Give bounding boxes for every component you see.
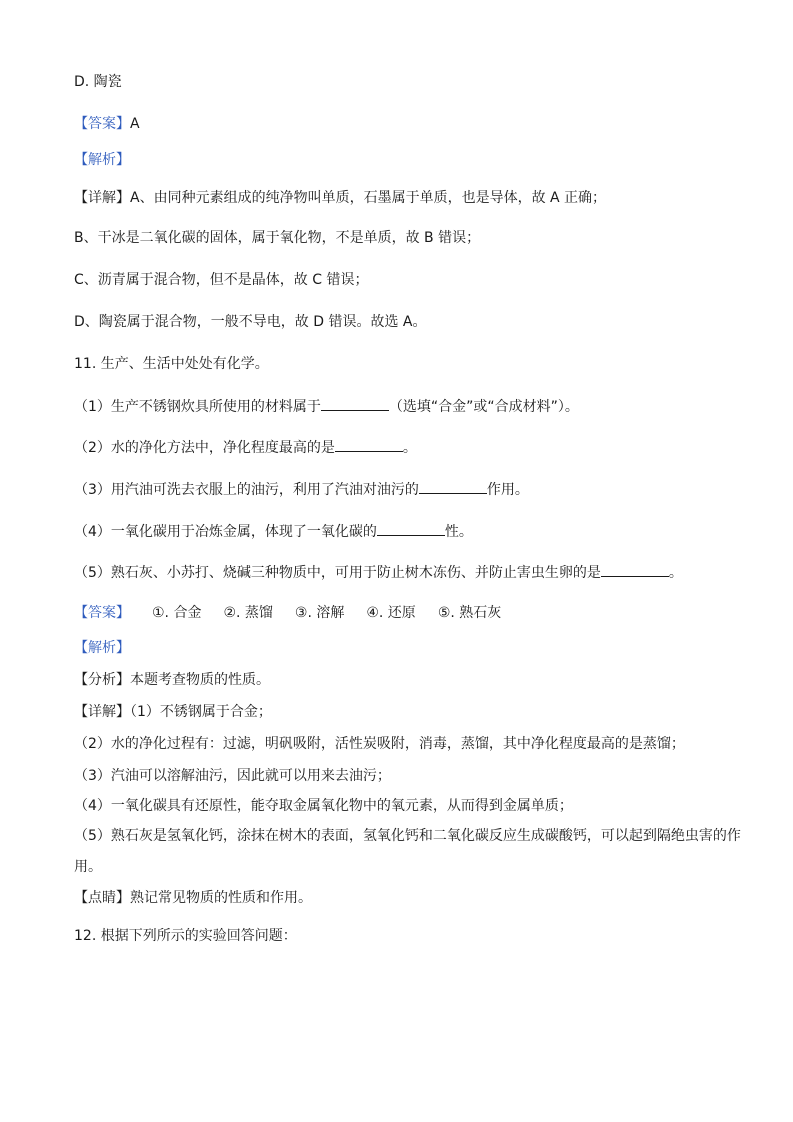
dianjing-text: 熟记常见物质的性质和作用。 (130, 890, 312, 906)
dianjing-line (74, 888, 753, 908)
analysis-heading-q11 (74, 638, 753, 658)
detail-d: D、陶瓷属于混合物，一般不导电，故 D 错误。故选 A。 (74, 314, 427, 330)
answer-blank-2[interactable] (335, 437, 403, 452)
answer-item: ②. 蒸馏 (223, 605, 273, 621)
answer-blank-3[interactable] (419, 479, 487, 494)
answer-blank-4[interactable] (377, 521, 445, 536)
q11-detail-1 (74, 702, 753, 722)
answer-value: A (130, 116, 140, 132)
answer-item: ⑤. 熟石灰 (437, 605, 502, 621)
q11-item-1-pre: （1）生产不锈钢炊具所使用的材料属于 (74, 399, 321, 415)
q11-item-1-post: （选填“合金”或“合成材料”）。 (388, 399, 579, 415)
fenxi-tag: 【分析】 (74, 672, 130, 688)
answer-tag: 【答案】 (74, 605, 130, 621)
analysis-heading-q10 (74, 150, 753, 170)
q11-detail-4: （4）一氧化碳具有还原性，能夺取金属氧化物中的氧元素，从而得到金属单质； (74, 798, 573, 814)
answer-item: ③. 溶解 (294, 605, 345, 621)
q11-item-2-pre: （2）水的净化方法中，净化程度最高的是 (74, 440, 335, 456)
q11-item-2-post: 。 (402, 440, 417, 456)
answer-item: ①. 合金 (152, 605, 202, 621)
detail-a-text: A、由同种元素组成的纯净物叫单质，石墨属于单质，也是导体，故 A 正确； (130, 190, 607, 206)
q11-item-3-pre: （3）用汽油可洗去衣服上的油污，利用了汽油对油污的 (74, 482, 419, 498)
fenxi-line (74, 670, 753, 690)
analysis-tag: 【解析】 (74, 640, 130, 656)
answer-item: ④. 还原 (366, 605, 416, 621)
q11-detail-2: （2）水的净化过程有：过滤，明矾吸附，活性炭吸附，消毒，蒸馏，其中净化程度最高的是蒸馏； (74, 736, 685, 752)
detail-tag: 【详解】 (74, 190, 130, 206)
q11-item-5-pre: （5）熟石灰、小苏打、烧碱三种物质中，可用于防止树木冻伤、并防止害虫生卵的是 (74, 565, 601, 581)
q11-detail-5: （5）熟石灰是氢氧化钙，涂抹在树木的表面，氢氧化钙和二氧化碳反应生成碳酸钙，可以起到隔绝虫害的作用。 (74, 828, 741, 875)
dianjing-tag: 【点睛】 (74, 890, 130, 906)
answer-tag: 【答案】 (74, 116, 130, 132)
q11-item-4-post: 性。 (444, 524, 473, 540)
q11-detail-3: （3）汽油可以溶解油污，因此就可以用来去油污； (74, 768, 391, 784)
answer-line-q10 (74, 114, 753, 134)
answer-blank-5[interactable] (601, 562, 669, 577)
q11-item-5 (74, 562, 753, 583)
answer-list (152, 603, 523, 623)
q11-answer-line (74, 603, 753, 623)
answer-blank-1[interactable] (321, 396, 389, 411)
q12-stem: 12. 根据下列所示的实验回答问题： (74, 928, 297, 944)
q11-item-3 (74, 479, 753, 500)
q11-item-5-post: 。 (668, 565, 683, 581)
detail-tag: 【详解】 (74, 704, 130, 720)
option-d: D. 陶瓷 (74, 74, 122, 90)
q11-stem: 11. 生产、生活中处处有化学。 (74, 356, 269, 372)
fenxi-text: 本题考查物质的性质。 (130, 672, 270, 688)
q11-item-1 (74, 396, 753, 417)
q11-item-4 (74, 521, 753, 542)
detail-a (74, 188, 753, 208)
analysis-tag: 【解析】 (74, 152, 130, 168)
detail-b: B、干冰是二氧化碳的固体，属于氧化物，不是单质，故 B 错误； (74, 230, 481, 246)
q11-item-3-post: 作用。 (486, 482, 529, 498)
q11-item-2 (74, 437, 753, 458)
detail-c: C、沥青属于混合物，但不是晶体，故 C 错误； (74, 272, 369, 288)
q11-item-4-pre: （4）一氧化碳用于冶炼金属，体现了一氧化碳的 (74, 524, 377, 540)
q11-detail-1-text: （1）不锈钢属于合金； (130, 704, 272, 720)
